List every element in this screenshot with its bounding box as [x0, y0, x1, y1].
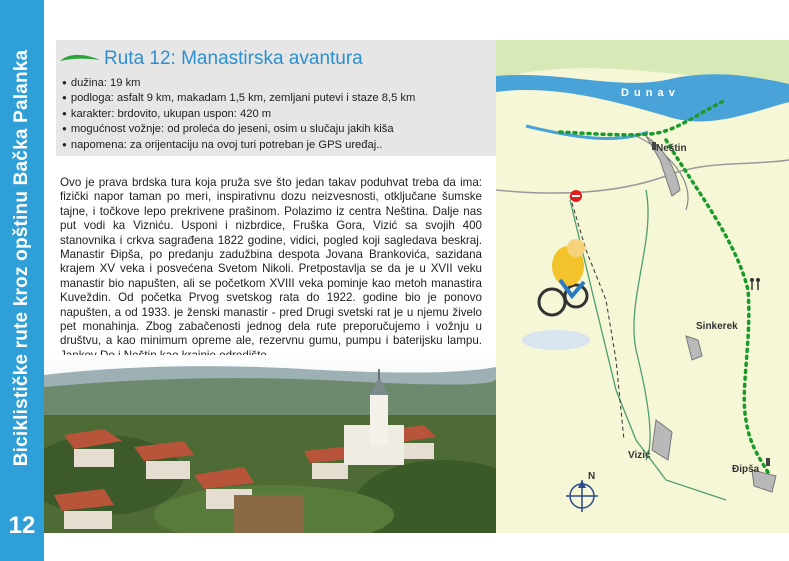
- place-label-sinkerek: Sinkerek: [696, 321, 738, 332]
- route-path-east: [666, 140, 772, 480]
- fact-note: ● napomena: za orijentaciju na ovoj turi potreban je GPS uređaj..: [62, 138, 415, 153]
- compass-north-label: N: [588, 471, 596, 482]
- page-number: 12: [8, 512, 36, 539]
- fact-season: ● mogućnost vožnje: od proleća do jeseni, osim u slučaju jakih kiša: [62, 122, 415, 137]
- route-info-box: [56, 40, 496, 156]
- sidebar-title: Biciklističke rute kroz opštinu Bačka Palanka: [11, 49, 32, 467]
- route-title: Ruta 12: Manastirska avantura: [104, 48, 363, 69]
- compass-icon: [566, 480, 598, 512]
- hiker-icon: [750, 278, 760, 290]
- cyclist-mascot-icon: [522, 239, 590, 350]
- place-label-dipsa: Đipša: [732, 464, 760, 475]
- fact-length: ● dužina: 19 km: [62, 76, 415, 91]
- river-label: D u n a v: [621, 87, 676, 99]
- place-label-vizic: Vizić: [628, 450, 651, 461]
- route-facts: [62, 76, 415, 153]
- route-description: Ovo je prava brdska tura koja pruža sve što jedan takav poduhvat treba da ima: fizički napor taman po meri, inspirativnu dozu neizvesnosti, otključane šumske tajne, i točkove lepo prekrivene prašinom. Polazimo iz centra Neština. Dalje nas put vodi ka Vizniću. Usponi i nizbrdice, Fruška Gora, Vizić sa svojih 400 stanovnika i crkva sagrađena 1822 godine, vidici, pogled koji sagledava beskraj. Manastir Đipša, po predanju zadužbina despota Jovana Brankovića, sazidana krajem XV veka i posvećena Svetom Nikoli. Pretpostavlja se da je u XVII veku manastir bio napušten, ali se početkom XVIII veka pominje kao metoh manastira Kuveždin. Od početka Prvog svetskog rata do 1922. godine bio je ponovo napušten, a od 1933. je ženski manastir - pred Drugi svetski rat je u njemu živelo pet monahinja. Zbog zabačenosti jednog dela rute preporučujemo i vožnju u društvu, a kao minimum opreme ale, rezervnu gumu, pumpu i baterijsku lampu.: [60, 176, 482, 348]
- fact-character: ● karakter: brdovito, ukupan uspon: 420 m: [62, 107, 415, 122]
- village-photo: [44, 355, 496, 533]
- sidebar: [0, 0, 44, 561]
- green-swoosh-icon: [58, 50, 102, 68]
- route-map: [496, 40, 789, 533]
- place-label-nestin: Neštin: [656, 143, 687, 154]
- fact-surface: ● podloga: asfalt 9 km, makadam 1,5 km, zemljani putevi i staze 8,5 km: [62, 91, 415, 106]
